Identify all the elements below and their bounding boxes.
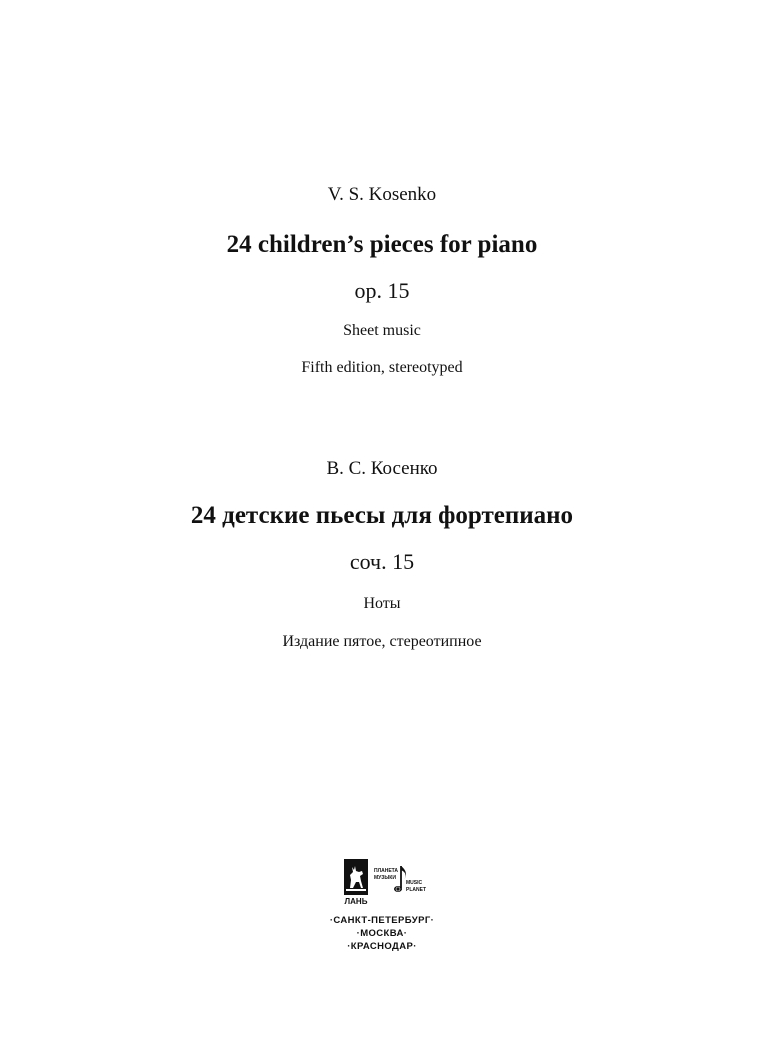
city-krasnodar: ·КРАСНОДАР·: [347, 941, 417, 952]
planet-music-logo-icon: [374, 866, 426, 893]
title-ru: 24 детские пьесы для фортепиано: [190, 502, 574, 529]
type-en: Sheet music: [343, 322, 421, 339]
planet-ru-line-1: ПЛАНЕТА: [374, 868, 399, 874]
publisher-logo-block: [300, 858, 464, 958]
publisher-logos: [342, 858, 432, 910]
type-ru: Ноты: [363, 595, 401, 612]
author-ru: В. С. Косенко: [326, 458, 438, 479]
planet-ru-line-2: МУЗЫКИ: [374, 875, 396, 881]
publisher-logo: [342, 858, 432, 910]
title-en: 24 children’s pieces for piano: [226, 231, 538, 258]
author-en: V. S. Kosenko: [327, 184, 437, 205]
opus-ru: соч. 15: [349, 549, 415, 574]
edition-en: Fifth edition, stereotyped: [301, 359, 463, 376]
city-saint-petersburg: ·САНКТ-ПЕТЕРБУРГ·: [329, 915, 435, 926]
edition-ru: Издание пятое, стереотипное: [282, 633, 482, 650]
opus-en: op. 15: [354, 278, 410, 303]
planet-en-line-1: MUSIC: [406, 880, 423, 886]
lan-logo-text: ЛАНЬ: [344, 897, 368, 906]
lan-deer-logo-icon: [344, 859, 368, 895]
planet-en-line-2: PLANET: [406, 887, 426, 893]
city-moscow: ·МОСКВА·: [356, 928, 408, 939]
